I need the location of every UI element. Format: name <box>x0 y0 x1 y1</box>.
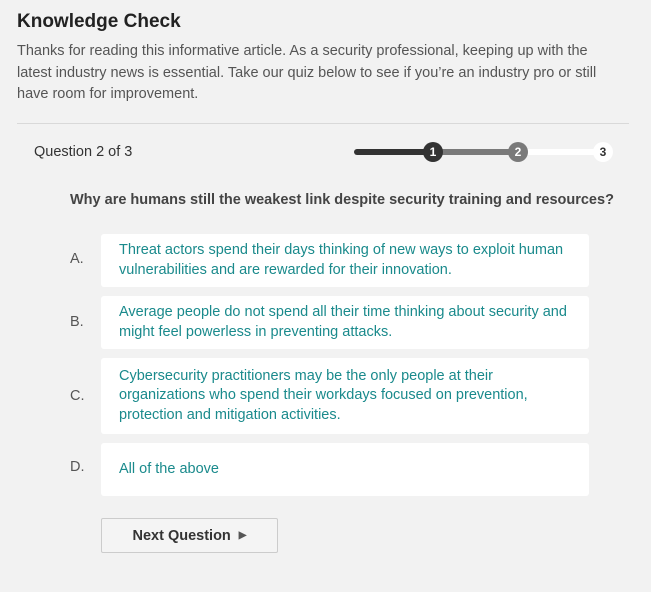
next-question-label: Next Question <box>132 527 231 544</box>
answer-text: Cybersecurity practitioners may be the only people at their organizations who spend their workdays focused on prevention, protection and mitigation activities. <box>119 367 528 423</box>
answer-button-d[interactable] <box>101 443 589 496</box>
progress-step-3: 3 <box>593 142 613 162</box>
progress-step-2: 2 <box>508 142 528 162</box>
progress-segment-todo <box>516 149 604 155</box>
answer-letter: D. <box>70 459 85 475</box>
answer-letter: B. <box>70 314 84 330</box>
question-counter: Question 2 of 3 <box>34 144 133 160</box>
play-arrow-icon: ▶ <box>238 530 247 541</box>
quiz-progress-bar <box>354 140 616 164</box>
progress-segment-current <box>432 149 520 155</box>
answer-letter: C. <box>70 388 85 404</box>
answer-button-a[interactable] <box>101 234 589 287</box>
knowledge-check-intro: Thanks for reading this informative article. As a security professional, keeping up with the latest industry news is essential. Take our quiz below to see if you’re an industry pro or still have room for improvement. <box>17 43 597 102</box>
question-text: Why are humans still the weakest link despite security training and resources? <box>70 192 614 208</box>
answer-button-b[interactable] <box>101 296 589 349</box>
next-question-button[interactable] <box>101 518 278 553</box>
section-divider <box>17 123 629 124</box>
answer-button-c[interactable] <box>101 358 589 434</box>
progress-step-1: 1 <box>423 142 443 162</box>
answer-letter: A. <box>70 251 84 267</box>
answer-text: All of the above <box>119 460 219 477</box>
answer-text: Average people do not spend all their time thinking about security and might feel powerless in preventing attacks. <box>119 304 567 340</box>
answer-text: Threat actors spend their days thinking of new ways to exploit human vulnerabilities and are rewarded for their innovation. <box>119 242 564 278</box>
knowledge-check-title: Knowledge Check <box>17 11 181 32</box>
